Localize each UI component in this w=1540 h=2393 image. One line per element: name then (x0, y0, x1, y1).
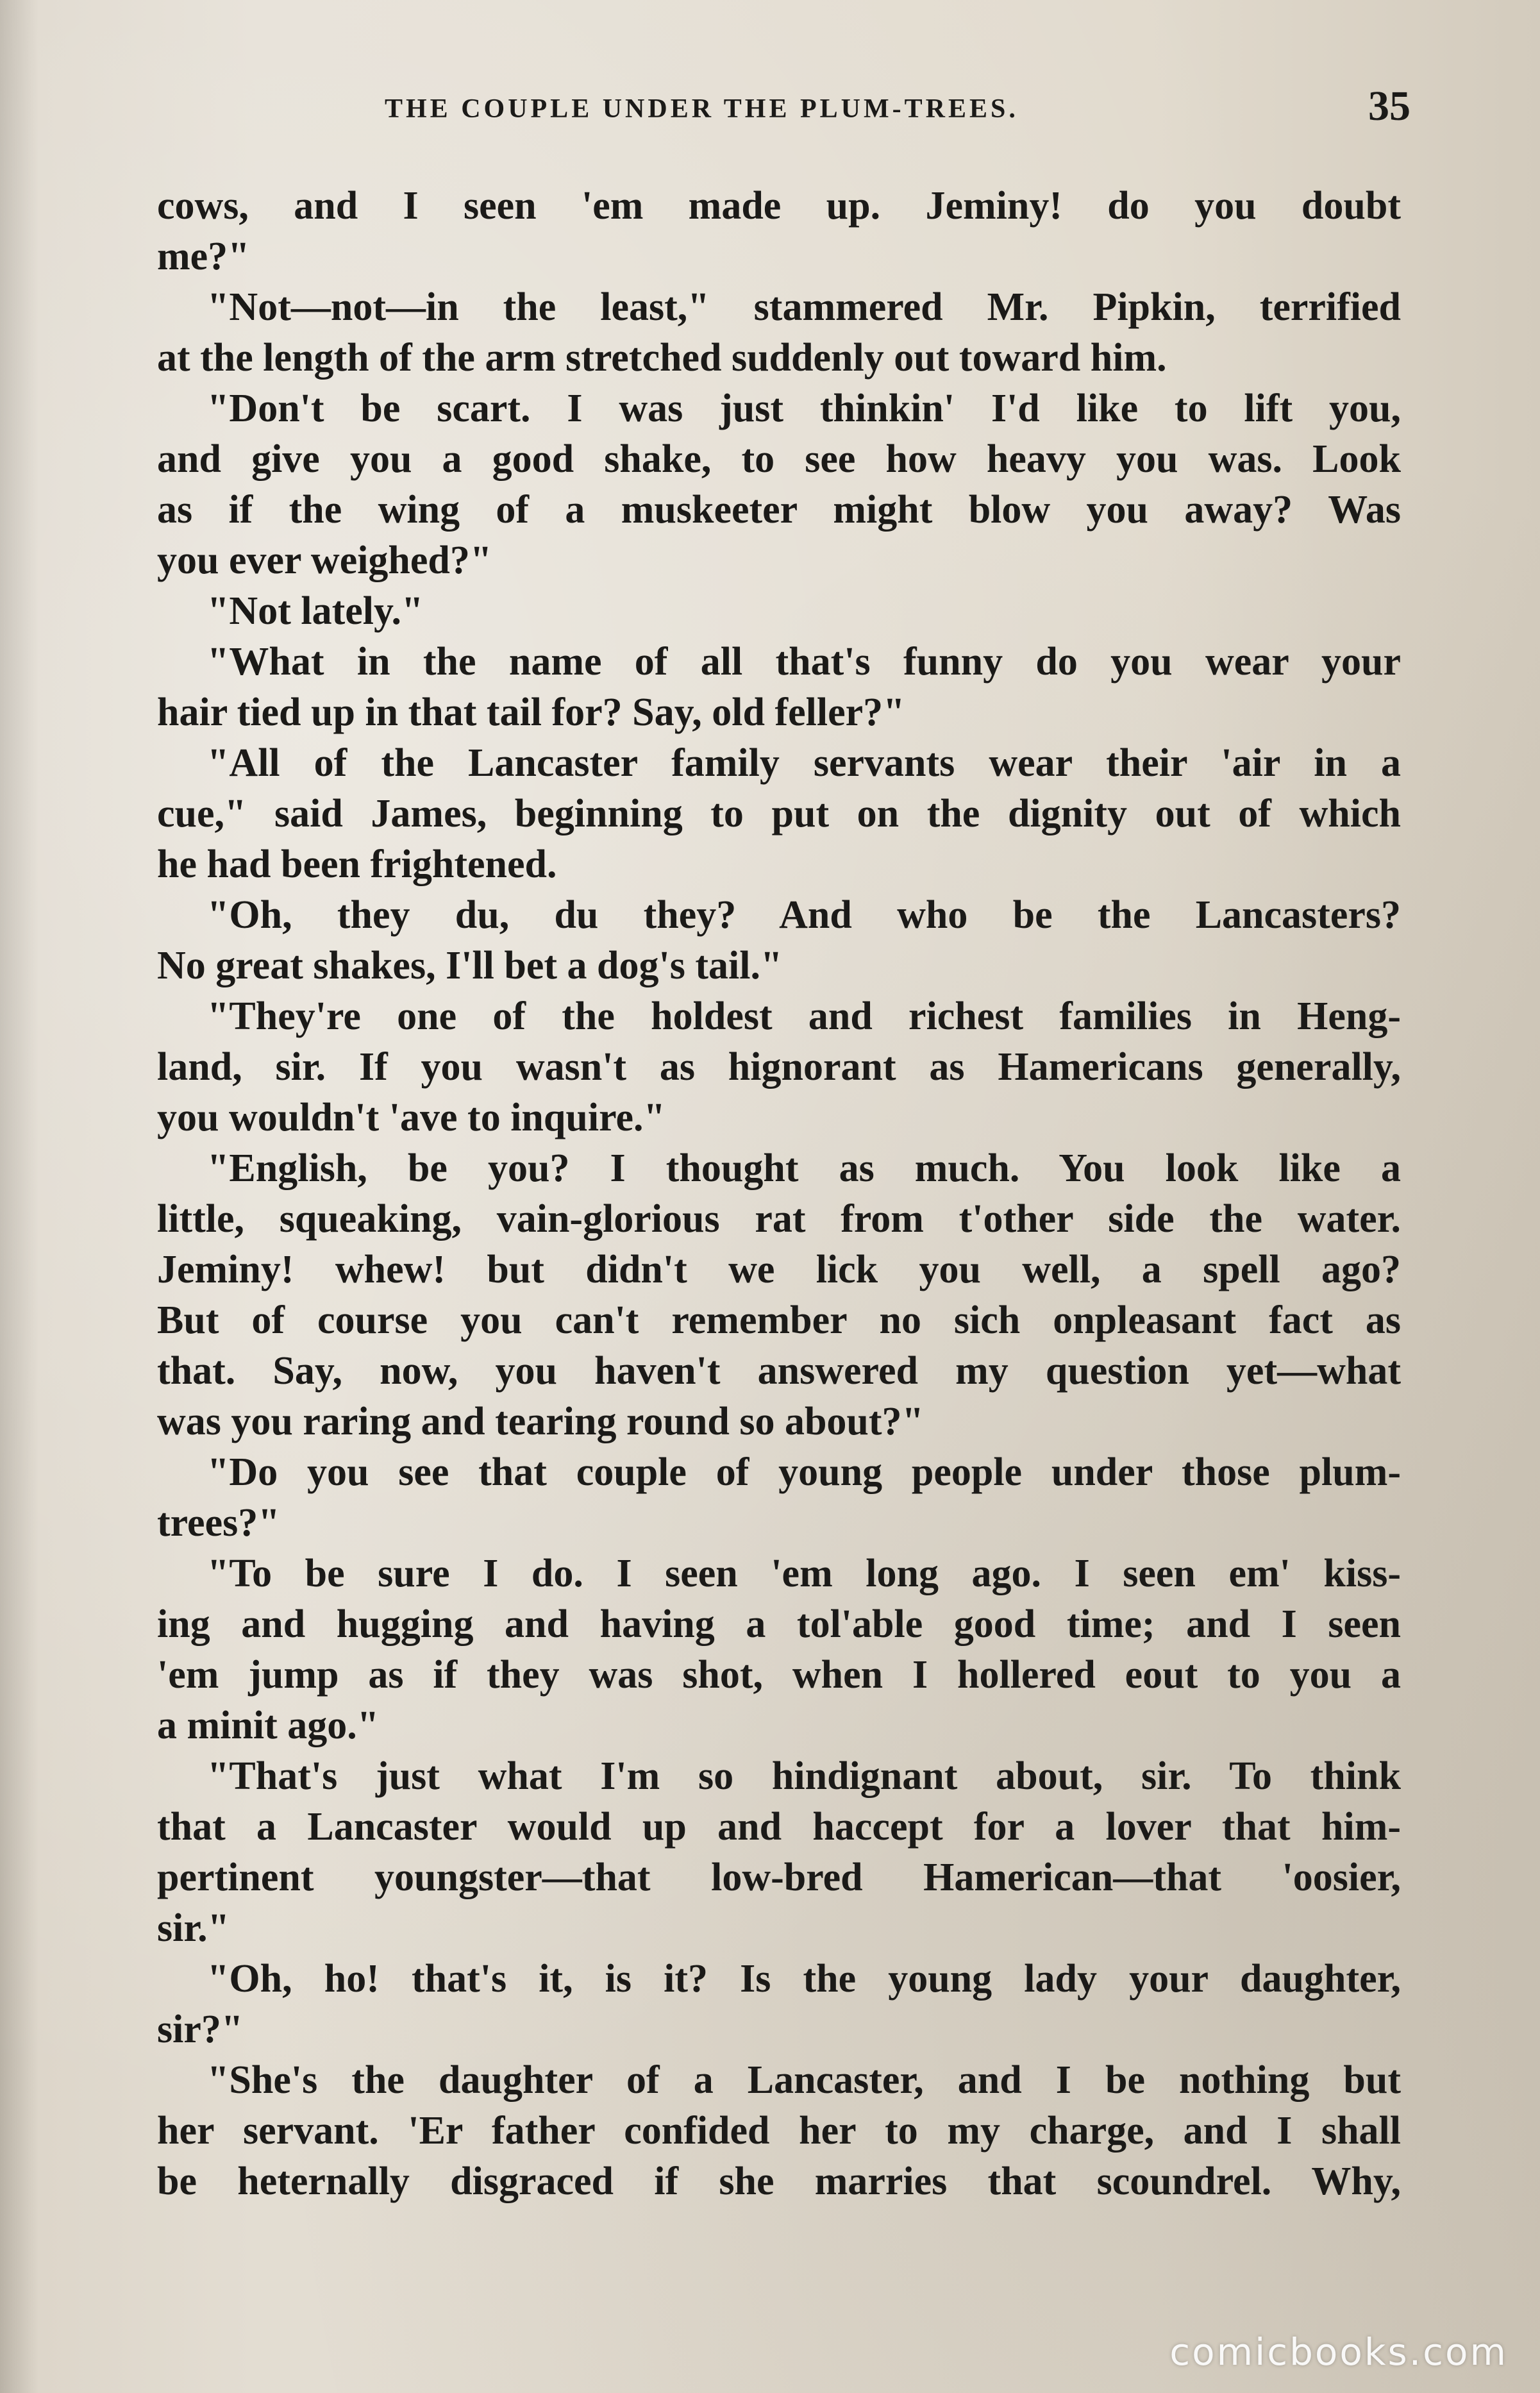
text-line: her servant. 'Er father confided her to my charge, and I shall (157, 2109, 1401, 2153)
text-line: that. Say, now, you haven't answered my question yet—what (157, 1349, 1401, 1393)
text-line: ing and hugging and having a tol'able good time; and I seen (157, 1602, 1401, 1646)
text-line: hair tied up in that tail for? Say, old feller?" (157, 691, 905, 734)
text-line: land, sir. If you wasn't as hignorant as Hamericans generally, (157, 1045, 1401, 1089)
text-line: you wouldn't 'ave to inquire." (157, 1096, 665, 1139)
text-line: "What in the name of all that's funny do you wear your (207, 640, 1401, 684)
text-line: "Not—not—in the least," stammered Mr. Pipkin, terrified (207, 285, 1401, 329)
text-line: as if the wing of a muskeeter might blow you away? Was (157, 488, 1401, 532)
text-line: a minit ago." (157, 1704, 380, 1747)
text-line: Jeminy! whew! but didn't we lick you well, a spell ago? (157, 1248, 1401, 1291)
text-line: "She's the daughter of a Lancaster, and I be nothing but (207, 2058, 1401, 2102)
page-number: 35 (1368, 83, 1410, 130)
text-line: "That's just what I'm so hindignant about, sir. To think (207, 1754, 1401, 1798)
text-line: me?" (157, 235, 250, 278)
text-line: cows, and I seen 'em made up. Jeminy! do you doubt (157, 184, 1401, 228)
text-line: cue," said James, beginning to put on the dignity out of which (157, 792, 1401, 835)
text-line: you ever weighed?" (157, 539, 492, 582)
running-head: THE COUPLE UNDER THE PLUM-TREES. (385, 94, 1019, 124)
text-line: sir." (157, 1906, 230, 1950)
text-line: "Don't be scart. I was just thinkin' I'd like to lift you, (207, 387, 1401, 430)
text-line: pertinent youngster—that low-bred Hamerican—that 'oosier, (157, 1856, 1401, 1899)
text-line: was you raring and tearing round so about?" (157, 1400, 924, 1443)
text-line: But of course you can't remember no sich onpleasant fact as (157, 1298, 1401, 1342)
text-line: "To be sure I do. I seen 'em long ago. I seen em' kiss- (207, 1552, 1401, 1595)
text-line: trees?" (157, 1501, 280, 1545)
text-line: at the length of the arm stretched suddenly out toward him. (157, 336, 1167, 380)
watermark: comicbooks.com (1169, 2330, 1508, 2374)
text-line: that a Lancaster would up and haccept for a lover that him- (157, 1805, 1401, 1849)
text-line: "They're one of the holdest and richest families in Heng- (207, 995, 1401, 1038)
text-line: "All of the Lancaster family servants wear their 'air in a (207, 741, 1401, 785)
text-line: "English, be you? I thought as much. You look like a (207, 1146, 1401, 1190)
text-line: and give you a good shake, to see how heavy you was. Look (157, 437, 1401, 481)
text-line: 'em jump as if they was shot, when I hollered eout to you a (157, 1653, 1401, 1697)
text-line: he had been frightened. (157, 843, 557, 886)
body-text (157, 181, 1401, 2207)
page-header (160, 76, 1410, 146)
text-line: sir?" (157, 2008, 244, 2051)
text-line: "Oh, ho! that's it, is it? Is the young lady your daughter, (207, 1957, 1401, 2001)
text-line: little, squeaking, vain-glorious rat from t'other side the water. (157, 1197, 1401, 1241)
text-line: be heternally disgraced if she marries that scoundrel. Why, (157, 2160, 1401, 2203)
text-line: "Not lately." (207, 589, 424, 633)
text-line: "Oh, they du, du they? And who be the Lancasters? (207, 893, 1401, 937)
text-line: No great shakes, I'll bet a dog's tail." (157, 944, 783, 987)
text-line: "Do you see that couple of young people under those plum- (207, 1450, 1401, 1494)
